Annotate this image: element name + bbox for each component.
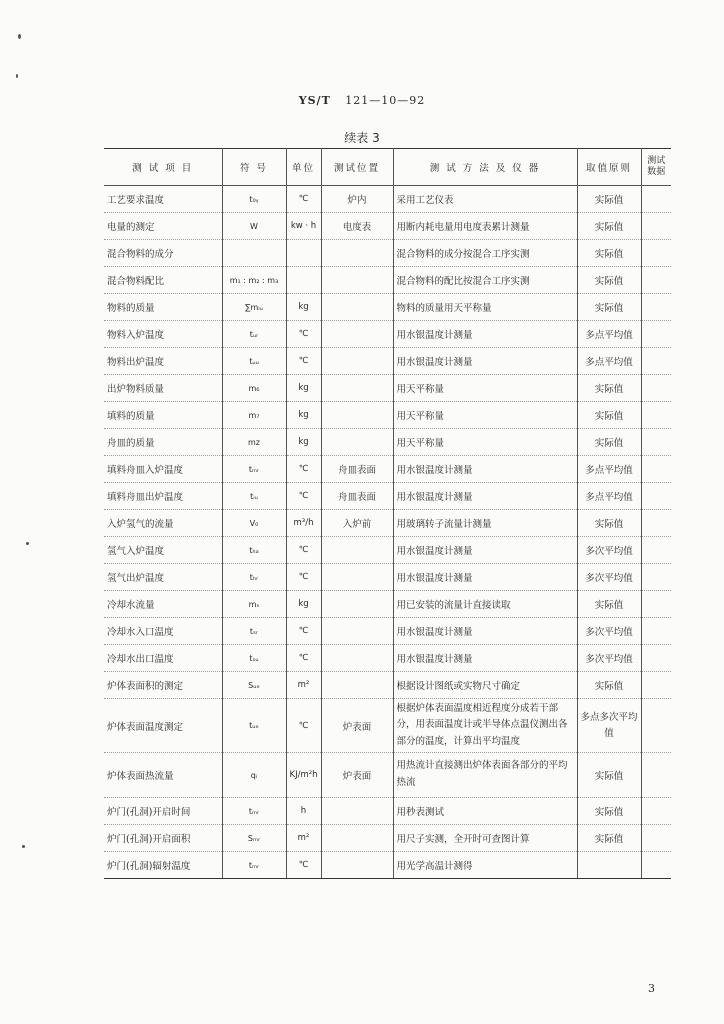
unit-cell: KJ/m²h [286, 753, 321, 798]
location-cell [321, 672, 393, 699]
symbol-cell: m₇ [222, 402, 286, 429]
method-cell: 用水银温度计测量 [393, 618, 577, 645]
symbol-cell: W [222, 213, 286, 240]
location-cell [321, 267, 393, 294]
symbol-cell: t₀ᵧ [222, 186, 286, 213]
value-rule-cell: 实际值 [577, 753, 641, 798]
location-cell: 舟皿表面 [321, 456, 393, 483]
table-row [104, 267, 671, 294]
table-row [104, 564, 671, 591]
test-data-cell [641, 402, 671, 429]
table-row [104, 402, 671, 429]
symbol-cell: tᵤᵣ [222, 321, 286, 348]
unit-cell: ℃ [286, 645, 321, 672]
method-cell: 用天平称量 [393, 375, 577, 402]
location-cell: 炉表面 [321, 699, 393, 753]
item-cell: 混合物料的成分 [104, 240, 222, 267]
test-data-cell [641, 564, 671, 591]
item-cell: 填料的质量 [104, 402, 222, 429]
location-cell: 电度表 [321, 213, 393, 240]
standard-code: YS/T [298, 94, 331, 107]
unit-cell: ℃ [286, 618, 321, 645]
test-data-cell [641, 825, 671, 852]
table-row [104, 321, 671, 348]
scan-speck [22, 845, 25, 848]
value-rule-cell: 多点平均值 [577, 483, 641, 510]
location-cell [321, 591, 393, 618]
symbol-cell: tₕₐ [222, 537, 286, 564]
location-cell [321, 798, 393, 825]
symbol-cell: ∑mᵢᵤ [222, 294, 286, 321]
value-rule-cell: 多次平均值 [577, 645, 641, 672]
unit-cell: ℃ [286, 186, 321, 213]
location-cell: 炉内 [321, 186, 393, 213]
item-cell: 舟皿的质量 [104, 429, 222, 456]
unit-cell: ℃ [286, 852, 321, 879]
col-header-unit: 单位 [286, 149, 321, 186]
table-row [104, 537, 671, 564]
symbol-cell: tₘᵣ [222, 798, 286, 825]
value-rule-cell: 实际值 [577, 591, 641, 618]
unit-cell: m² [286, 672, 321, 699]
unit-cell: m² [286, 825, 321, 852]
symbol-cell: m₁ : m₂ : m₃ [222, 267, 286, 294]
unit-cell: ℃ [286, 348, 321, 375]
method-cell: 用水银温度计测量 [393, 483, 577, 510]
method-cell: 根据炉体表面温度相近程度分成若干部分，用表面温度计或半导体点温仪测出各部分的温度，计算出平均温度 [393, 699, 577, 753]
item-cell: 填料舟皿入炉温度 [104, 456, 222, 483]
method-cell: 采用工艺仪表 [393, 186, 577, 213]
item-cell: 炉体表面热流量 [104, 753, 222, 798]
test-data-cell [641, 699, 671, 753]
location-cell [321, 348, 393, 375]
symbol-cell: tₘᵣ [222, 852, 286, 879]
method-cell: 用天平称量 [393, 402, 577, 429]
value-rule-cell: 实际值 [577, 798, 641, 825]
method-cell: 用水银温度计测量 [393, 348, 577, 375]
item-cell: 冷却水出口温度 [104, 645, 222, 672]
table-row [104, 294, 671, 321]
method-cell: 用光学高温计测得 [393, 852, 577, 879]
scan-speck [18, 34, 21, 39]
symbol-cell: tₛᵣ [222, 618, 286, 645]
test-data-cell [641, 321, 671, 348]
item-cell: 冷却水流量 [104, 591, 222, 618]
table-header-row [104, 149, 671, 186]
method-cell: 用水银温度计测量 [393, 564, 577, 591]
unit-cell: kg [286, 375, 321, 402]
method-cell: 用水银温度计测量 [393, 537, 577, 564]
table-row [104, 645, 671, 672]
scan-speck [26, 542, 29, 545]
table-row [104, 483, 671, 510]
symbol-cell: Sᵤₑ [222, 672, 286, 699]
location-cell [321, 645, 393, 672]
value-rule-cell: 多点平均值 [577, 456, 641, 483]
unit-cell [286, 240, 321, 267]
location-cell [321, 294, 393, 321]
item-cell: 混合物料配比 [104, 267, 222, 294]
location-cell: 炉表面 [321, 753, 393, 798]
method-cell: 用断内耗电量用电度表累计测量 [393, 213, 577, 240]
symbol-cell [222, 240, 286, 267]
value-rule-cell: 实际值 [577, 429, 641, 456]
value-rule-cell: 多次平均值 [577, 537, 641, 564]
symbol-cell: tᵢᵤ [222, 483, 286, 510]
page-header [0, 94, 724, 107]
unit-cell: ℃ [286, 483, 321, 510]
page-number: 3 [648, 982, 655, 995]
symbol-cell: m₆ [222, 375, 286, 402]
location-cell [321, 375, 393, 402]
table-row [104, 186, 671, 213]
value-rule-cell: 实际值 [577, 375, 641, 402]
method-cell: 用尺子实测，全开时可查图计算 [393, 825, 577, 852]
unit-cell: ℃ [286, 321, 321, 348]
table-row [104, 213, 671, 240]
item-cell: 物料出炉温度 [104, 348, 222, 375]
item-cell: 炉体表面积的测定 [104, 672, 222, 699]
unit-cell: kg [286, 429, 321, 456]
location-cell [321, 852, 393, 879]
symbol-cell: V₀ [222, 510, 286, 537]
method-cell: 用秒表测试 [393, 798, 577, 825]
unit-cell: ℃ [286, 537, 321, 564]
method-cell: 用玻璃转子流量计测量 [393, 510, 577, 537]
item-cell: 出炉物料质量 [104, 375, 222, 402]
method-cell: 用水银温度计测量 [393, 321, 577, 348]
test-data-cell [641, 348, 671, 375]
method-cell: 用水银温度计测量 [393, 456, 577, 483]
value-rule-cell: 实际值 [577, 213, 641, 240]
table-row [104, 672, 671, 699]
test-data-cell [641, 591, 671, 618]
unit-cell: ℃ [286, 456, 321, 483]
value-rule-cell: 多次平均值 [577, 564, 641, 591]
value-rule-cell: 多点平均值 [577, 321, 641, 348]
location-cell [321, 240, 393, 267]
symbol-cell: tᵤᵤ [222, 348, 286, 375]
table-row [104, 798, 671, 825]
item-cell: 填料舟皿出炉温度 [104, 483, 222, 510]
table-row [104, 825, 671, 852]
test-data-cell [641, 483, 671, 510]
value-rule-cell: 实际值 [577, 510, 641, 537]
value-rule-cell: 实际值 [577, 825, 641, 852]
table-row [104, 456, 671, 483]
method-cell: 用天平称量 [393, 429, 577, 456]
test-data-cell [641, 294, 671, 321]
unit-cell: kg [286, 402, 321, 429]
location-cell [321, 537, 393, 564]
location-cell: 舟皿表面 [321, 483, 393, 510]
method-cell: 混合物料的成分按混合工序实测 [393, 240, 577, 267]
test-data-cell [641, 186, 671, 213]
location-cell [321, 825, 393, 852]
col-header-item: 测 试 项 目 [104, 149, 222, 186]
test-data-cell [641, 672, 671, 699]
col-header-location: 测试位置 [321, 149, 393, 186]
test-data-cell [641, 537, 671, 564]
item-cell: 冷却水入口温度 [104, 618, 222, 645]
location-cell [321, 564, 393, 591]
value-rule-cell [577, 852, 641, 879]
test-items-table [104, 148, 671, 879]
item-cell: 物料的质量 [104, 294, 222, 321]
scan-speck [16, 74, 18, 78]
method-cell: 物料的质量用天平称量 [393, 294, 577, 321]
table-row [104, 240, 671, 267]
table-subtitle: 续表 3 [344, 131, 380, 145]
item-cell: 炉门(孔洞)辐射温度 [104, 852, 222, 879]
table-row [104, 591, 671, 618]
table-row [104, 753, 671, 798]
item-cell: 入炉氢气的流量 [104, 510, 222, 537]
item-cell: 氢气出炉温度 [104, 564, 222, 591]
unit-cell: h [286, 798, 321, 825]
standard-number: 121—10—92 [345, 94, 426, 107]
col-header-symbol: 符 号 [222, 149, 286, 186]
value-rule-cell: 实际值 [577, 402, 641, 429]
test-data-cell [641, 618, 671, 645]
value-rule-cell: 实际值 [577, 672, 641, 699]
table-row [104, 852, 671, 879]
symbol-cell: mz [222, 429, 286, 456]
location-cell [321, 402, 393, 429]
location-cell [321, 618, 393, 645]
location-cell [321, 429, 393, 456]
method-cell: 混合物料的配比按混合工序实测 [393, 267, 577, 294]
table-row [104, 375, 671, 402]
item-cell: 炉门(孔洞)开启面积 [104, 825, 222, 852]
value-rule-cell: 实际值 [577, 240, 641, 267]
symbol-cell: Sₘᵣ [222, 825, 286, 852]
item-cell: 电量的测定 [104, 213, 222, 240]
unit-cell: m³/h [286, 510, 321, 537]
test-data-cell [641, 798, 671, 825]
item-cell: 氢气入炉温度 [104, 537, 222, 564]
item-cell: 物料入炉温度 [104, 321, 222, 348]
method-cell: 用水银温度计测量 [393, 645, 577, 672]
item-cell: 炉门(孔洞)开启时间 [104, 798, 222, 825]
unit-cell [286, 267, 321, 294]
test-data-cell [641, 510, 671, 537]
symbol-cell: mₛ [222, 591, 286, 618]
unit-cell: ℃ [286, 564, 321, 591]
test-data-cell [641, 456, 671, 483]
table-row [104, 699, 671, 753]
test-data-cell [641, 267, 671, 294]
location-cell [321, 321, 393, 348]
symbol-cell: qᵢ [222, 753, 286, 798]
test-data-cell [641, 240, 671, 267]
symbol-cell: tᵤₑ [222, 699, 286, 753]
test-data-cell [641, 852, 671, 879]
test-data-cell [641, 429, 671, 456]
test-data-cell [641, 645, 671, 672]
table-row [104, 429, 671, 456]
symbol-cell: tₛᵤ [222, 645, 286, 672]
col-header-test-data: 测试数据 [641, 149, 671, 186]
method-cell: 根据设计图纸或实物尺寸确定 [393, 672, 577, 699]
value-rule-cell: 多次平均值 [577, 618, 641, 645]
location-cell: 入炉前 [321, 510, 393, 537]
unit-cell: kg [286, 294, 321, 321]
symbol-cell: tₕᵣ [222, 564, 286, 591]
item-cell: 工艺要求温度 [104, 186, 222, 213]
table-row [104, 618, 671, 645]
unit-cell: kg [286, 591, 321, 618]
test-data-cell [641, 375, 671, 402]
table-row [104, 510, 671, 537]
test-data-cell [641, 213, 671, 240]
test-data-cell [641, 753, 671, 798]
method-cell: 用热流计直接测出炉体表面各部分的平均热流 [393, 753, 577, 798]
symbol-cell: tₘᵣ [222, 456, 286, 483]
table-body [104, 186, 671, 879]
unit-cell: kw · h [286, 213, 321, 240]
method-cell: 用已安装的流量计直接读取 [393, 591, 577, 618]
value-rule-cell: 实际值 [577, 294, 641, 321]
col-header-value-rule: 取值原则 [577, 149, 641, 186]
col-header-method: 测 试 方 法 及 仪 器 [393, 149, 577, 186]
value-rule-cell: 实际值 [577, 267, 641, 294]
table-row [104, 348, 671, 375]
item-cell: 炉体表面温度测定 [104, 699, 222, 753]
value-rule-cell: 实际值 [577, 186, 641, 213]
value-rule-cell: 多点平均值 [577, 348, 641, 375]
unit-cell: ℃ [286, 699, 321, 753]
value-rule-cell: 多点多次平均值 [577, 699, 641, 753]
